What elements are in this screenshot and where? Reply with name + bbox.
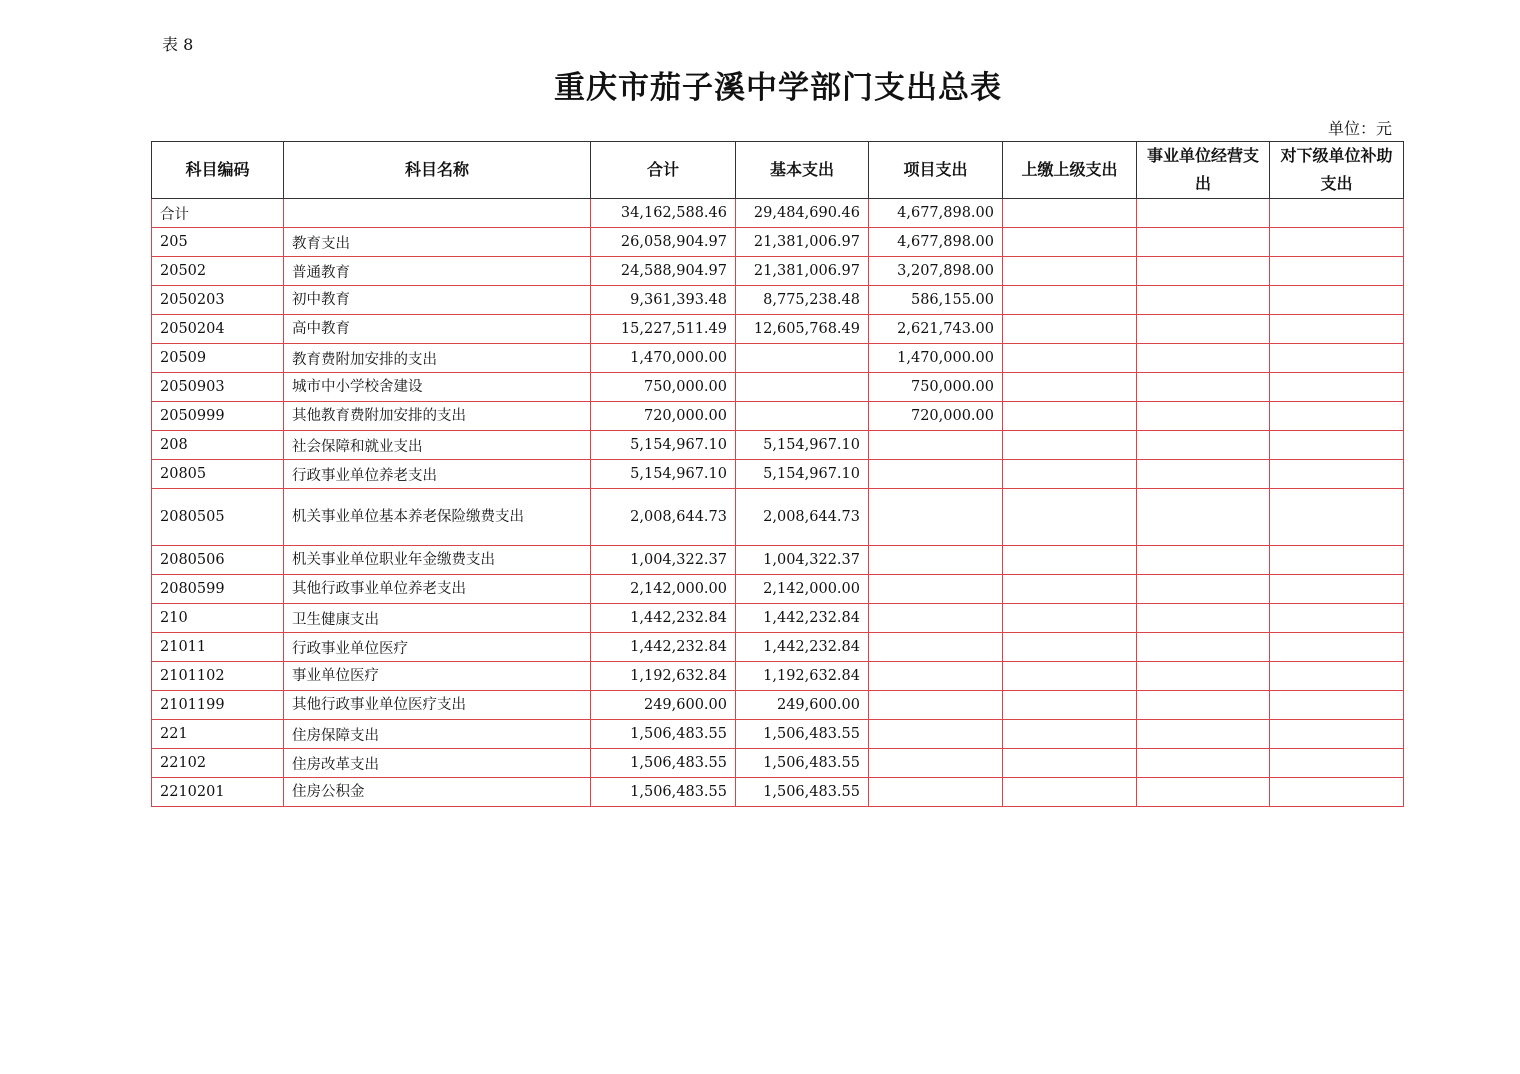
name-cell: 住房公积金 <box>284 778 591 807</box>
table-row <box>152 460 1404 489</box>
subsidy-cell <box>1270 749 1404 778</box>
total-cell: 5,154,967.10 <box>591 431 736 460</box>
table-number: 表 8 <box>162 35 194 54</box>
header-cell: 科目编码 <box>152 142 284 199</box>
basic-cell <box>736 402 869 431</box>
total-cell: 1,442,232.84 <box>591 633 736 662</box>
name-cell: 住房改革支出 <box>284 749 591 778</box>
upper-cell <box>1003 691 1137 720</box>
project-cell <box>869 662 1003 691</box>
table-row <box>152 257 1404 286</box>
name-cell: 机关事业单位职业年金缴费支出 <box>284 546 591 575</box>
table-row <box>152 431 1404 460</box>
upper-cell <box>1003 257 1137 286</box>
table-row <box>152 315 1404 344</box>
basic-cell: 1,442,232.84 <box>736 604 869 633</box>
code-cell: 2101199 <box>152 691 284 720</box>
code-cell: 20805 <box>152 460 284 489</box>
table-row <box>152 199 1404 228</box>
name-cell: 其他行政事业单位养老支出 <box>284 575 591 604</box>
business-cell <box>1137 546 1270 575</box>
name-cell: 初中教育 <box>284 286 591 315</box>
basic-cell: 1,442,232.84 <box>736 633 869 662</box>
header-cell: 事业单位经营支出 <box>1137 142 1270 199</box>
table-row <box>152 720 1404 749</box>
project-cell <box>869 489 1003 546</box>
code-cell: 2050999 <box>152 402 284 431</box>
upper-cell <box>1003 749 1137 778</box>
project-cell: 720,000.00 <box>869 402 1003 431</box>
name-cell: 高中教育 <box>284 315 591 344</box>
upper-cell <box>1003 604 1137 633</box>
subsidy-cell <box>1270 604 1404 633</box>
upper-cell <box>1003 546 1137 575</box>
total-cell: 34,162,588.46 <box>591 199 736 228</box>
project-cell: 3,207,898.00 <box>869 257 1003 286</box>
business-cell <box>1137 720 1270 749</box>
subsidy-cell <box>1270 575 1404 604</box>
header-row <box>152 142 1404 199</box>
basic-cell: 1,004,322.37 <box>736 546 869 575</box>
project-cell <box>869 778 1003 807</box>
business-cell <box>1137 662 1270 691</box>
code-cell: 205 <box>152 228 284 257</box>
table-row <box>152 575 1404 604</box>
total-cell: 9,361,393.48 <box>591 286 736 315</box>
basic-cell <box>736 344 869 373</box>
project-cell <box>869 575 1003 604</box>
project-cell <box>869 460 1003 489</box>
name-cell: 事业单位医疗 <box>284 662 591 691</box>
project-cell: 586,155.00 <box>869 286 1003 315</box>
table-row <box>152 546 1404 575</box>
header-cell: 项目支出 <box>869 142 1003 199</box>
code-cell: 2080506 <box>152 546 284 575</box>
project-cell: 4,677,898.00 <box>869 228 1003 257</box>
subsidy-cell <box>1270 257 1404 286</box>
header-cell: 基本支出 <box>736 142 869 199</box>
basic-cell: 8,775,238.48 <box>736 286 869 315</box>
name-cell: 其他教育费附加安排的支出 <box>284 402 591 431</box>
subsidy-cell <box>1270 633 1404 662</box>
subsidy-cell <box>1270 431 1404 460</box>
table-row <box>152 633 1404 662</box>
page-title: 重庆市茄子溪中学部门支出总表 <box>554 70 1002 106</box>
total-cell: 15,227,511.49 <box>591 315 736 344</box>
upper-cell <box>1003 489 1137 546</box>
subsidy-cell <box>1270 373 1404 402</box>
total-cell: 1,506,483.55 <box>591 720 736 749</box>
project-cell <box>869 633 1003 662</box>
name-cell: 社会保障和就业支出 <box>284 431 591 460</box>
business-cell <box>1137 460 1270 489</box>
business-cell <box>1137 344 1270 373</box>
header-cell: 科目名称 <box>284 142 591 199</box>
basic-cell: 2,008,644.73 <box>736 489 869 546</box>
basic-cell: 1,506,483.55 <box>736 720 869 749</box>
basic-cell: 2,142,000.00 <box>736 575 869 604</box>
business-cell <box>1137 489 1270 546</box>
total-cell: 2,142,000.00 <box>591 575 736 604</box>
code-cell: 2210201 <box>152 778 284 807</box>
code-cell: 合计 <box>152 199 284 228</box>
name-cell: 住房保障支出 <box>284 720 591 749</box>
upper-cell <box>1003 373 1137 402</box>
subsidy-cell <box>1270 228 1404 257</box>
business-cell <box>1137 575 1270 604</box>
table-row <box>152 778 1404 807</box>
business-cell <box>1137 749 1270 778</box>
project-cell <box>869 431 1003 460</box>
code-cell: 2050903 <box>152 373 284 402</box>
project-cell <box>869 604 1003 633</box>
table-row <box>152 604 1404 633</box>
business-cell <box>1137 373 1270 402</box>
upper-cell <box>1003 720 1137 749</box>
code-cell: 2050203 <box>152 286 284 315</box>
table-row <box>152 286 1404 315</box>
project-cell: 2,621,743.00 <box>869 315 1003 344</box>
table-row <box>152 489 1404 546</box>
basic-cell <box>736 373 869 402</box>
code-cell: 22102 <box>152 749 284 778</box>
code-cell: 2080599 <box>152 575 284 604</box>
project-cell: 750,000.00 <box>869 373 1003 402</box>
business-cell <box>1137 633 1270 662</box>
business-cell <box>1137 691 1270 720</box>
basic-cell: 5,154,967.10 <box>736 460 869 489</box>
code-cell: 2050204 <box>152 315 284 344</box>
name-cell: 机关事业单位基本养老保险缴费支出 <box>284 489 591 546</box>
basic-cell: 29,484,690.46 <box>736 199 869 228</box>
basic-cell: 1,192,632.84 <box>736 662 869 691</box>
header-cell: 对下级单位补助支出 <box>1270 142 1404 199</box>
total-cell: 1,192,632.84 <box>591 662 736 691</box>
project-cell <box>869 546 1003 575</box>
business-cell <box>1137 604 1270 633</box>
subsidy-cell <box>1270 489 1404 546</box>
basic-cell: 21,381,006.97 <box>736 228 869 257</box>
basic-cell: 1,506,483.55 <box>736 778 869 807</box>
basic-cell: 12,605,768.49 <box>736 315 869 344</box>
name-cell <box>284 199 591 228</box>
business-cell <box>1137 402 1270 431</box>
table-row <box>152 749 1404 778</box>
name-cell: 城市中小学校舍建设 <box>284 373 591 402</box>
code-cell: 208 <box>152 431 284 460</box>
table-row <box>152 691 1404 720</box>
upper-cell <box>1003 778 1137 807</box>
project-cell: 1,470,000.00 <box>869 344 1003 373</box>
subsidy-cell <box>1270 691 1404 720</box>
subsidy-cell <box>1270 662 1404 691</box>
project-cell <box>869 720 1003 749</box>
upper-cell <box>1003 228 1137 257</box>
name-cell: 行政事业单位养老支出 <box>284 460 591 489</box>
name-cell: 教育费附加安排的支出 <box>284 344 591 373</box>
total-cell: 1,004,322.37 <box>591 546 736 575</box>
subsidy-cell <box>1270 344 1404 373</box>
code-cell: 20509 <box>152 344 284 373</box>
unit-label: 单位：元 <box>1327 119 1392 138</box>
subsidy-cell <box>1270 460 1404 489</box>
business-cell <box>1137 778 1270 807</box>
total-cell: 5,154,967.10 <box>591 460 736 489</box>
total-cell: 2,008,644.73 <box>591 489 736 546</box>
name-cell: 其他行政事业单位医疗支出 <box>284 691 591 720</box>
name-cell: 行政事业单位医疗 <box>284 633 591 662</box>
header-cell: 上缴上级支出 <box>1003 142 1137 199</box>
table-row <box>152 373 1404 402</box>
subsidy-cell <box>1270 402 1404 431</box>
name-cell: 教育支出 <box>284 228 591 257</box>
subsidy-cell <box>1270 286 1404 315</box>
project-cell <box>869 691 1003 720</box>
basic-cell: 21,381,006.97 <box>736 257 869 286</box>
table-row <box>152 344 1404 373</box>
upper-cell <box>1003 431 1137 460</box>
business-cell <box>1137 228 1270 257</box>
total-cell: 26,058,904.97 <box>591 228 736 257</box>
total-cell: 249,600.00 <box>591 691 736 720</box>
upper-cell <box>1003 633 1137 662</box>
table-row <box>152 662 1404 691</box>
total-cell: 1,506,483.55 <box>591 778 736 807</box>
subsidy-cell <box>1270 546 1404 575</box>
total-cell: 1,470,000.00 <box>591 344 736 373</box>
upper-cell <box>1003 199 1137 228</box>
table-row <box>152 228 1404 257</box>
upper-cell <box>1003 286 1137 315</box>
upper-cell <box>1003 315 1137 344</box>
business-cell <box>1137 257 1270 286</box>
code-cell: 210 <box>152 604 284 633</box>
total-cell: 720,000.00 <box>591 402 736 431</box>
expenditure-table <box>151 141 1404 807</box>
upper-cell <box>1003 662 1137 691</box>
subsidy-cell <box>1270 778 1404 807</box>
basic-cell: 249,600.00 <box>736 691 869 720</box>
basic-cell: 1,506,483.55 <box>736 749 869 778</box>
business-cell <box>1137 286 1270 315</box>
business-cell <box>1137 431 1270 460</box>
project-cell <box>869 749 1003 778</box>
business-cell <box>1137 199 1270 228</box>
upper-cell <box>1003 402 1137 431</box>
code-cell: 20502 <box>152 257 284 286</box>
total-cell: 750,000.00 <box>591 373 736 402</box>
basic-cell: 5,154,967.10 <box>736 431 869 460</box>
code-cell: 21011 <box>152 633 284 662</box>
name-cell: 普通教育 <box>284 257 591 286</box>
code-cell: 2080505 <box>152 489 284 546</box>
total-cell: 24,588,904.97 <box>591 257 736 286</box>
total-cell: 1,506,483.55 <box>591 749 736 778</box>
name-cell: 卫生健康支出 <box>284 604 591 633</box>
subsidy-cell <box>1270 315 1404 344</box>
total-cell: 1,442,232.84 <box>591 604 736 633</box>
table-row <box>152 402 1404 431</box>
code-cell: 221 <box>152 720 284 749</box>
header-cell: 合计 <box>591 142 736 199</box>
upper-cell <box>1003 344 1137 373</box>
business-cell <box>1137 315 1270 344</box>
code-cell: 2101102 <box>152 662 284 691</box>
subsidy-cell <box>1270 199 1404 228</box>
upper-cell <box>1003 575 1137 604</box>
project-cell: 4,677,898.00 <box>869 199 1003 228</box>
upper-cell <box>1003 460 1137 489</box>
subsidy-cell <box>1270 720 1404 749</box>
